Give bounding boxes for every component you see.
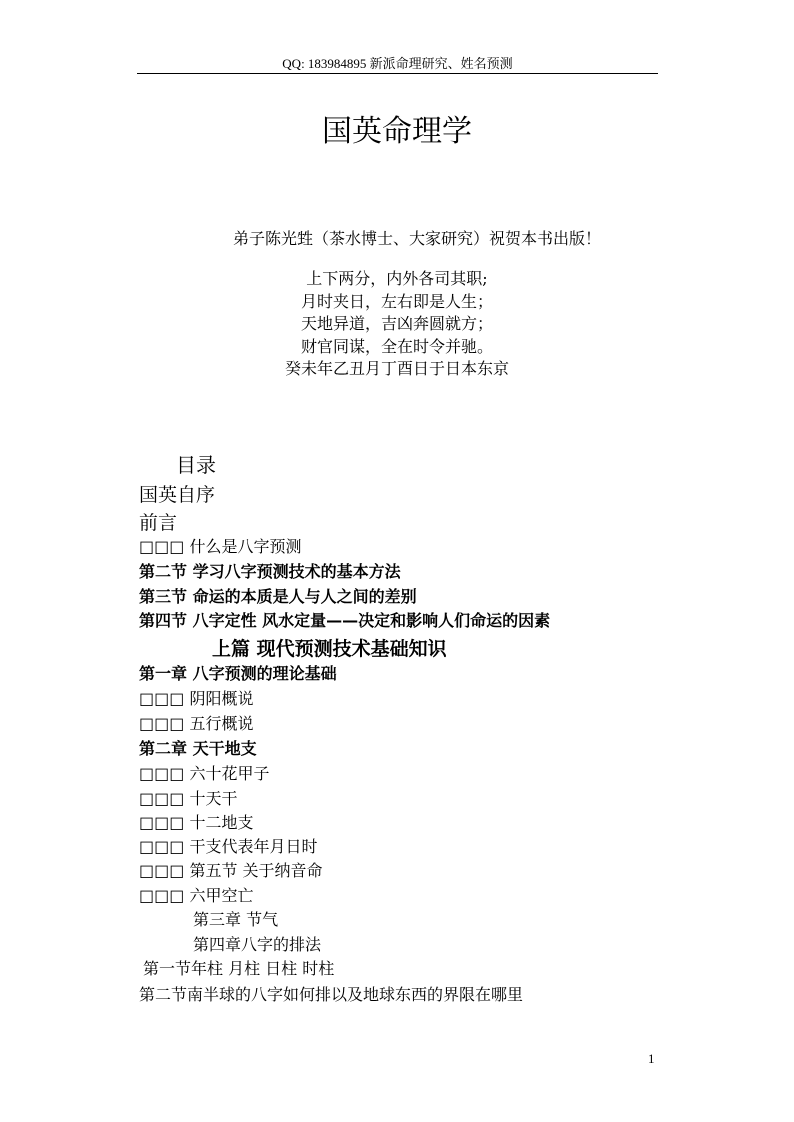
toc-entry: 第二节南半球的八字如何排以及地球东西的界限在哪里 [139, 985, 524, 1004]
poem-line: 上下两分，内外各司其职; [306, 269, 488, 288]
header-rule [137, 73, 658, 74]
toc-entry: 第三章 节气 [193, 910, 279, 929]
congratulation-line: 弟子陈光甡（茶水博士、大家研究）祝贺本书出版！ [233, 229, 602, 248]
toc-entry: □□□ 五行概说 [139, 714, 254, 733]
toc-entry: 国英自序 [139, 484, 216, 506]
toc-entry: □□□ 十天干 [139, 789, 238, 808]
poem-line: 月时夹日，左右即是人生； [300, 291, 493, 311]
toc-entry: □□□ 十二地支 [139, 813, 254, 832]
toc-entry: 前言 [139, 512, 178, 534]
toc-entry: 第四节 八字定性 风水定量——决定和影响人们命运的因素 [139, 611, 551, 630]
toc-entry: □□□ 六甲空亡 [139, 886, 254, 905]
toc-entry: □□□ 六十花甲子 [139, 764, 270, 783]
poem [0, 268, 794, 381]
toc-part-heading: 上篇 现代预测技术基础知识 [212, 638, 447, 660]
toc-entry: □□□ 阴阳概说 [139, 689, 254, 708]
toc-entry: □□□ 第五节 关于纳音命 [139, 861, 323, 880]
toc-heading: 目录 [176, 453, 216, 477]
toc-entry: 第二章 天干地支 [139, 739, 257, 758]
page-header: QQ: 183984895 新派命理研究、姓名预测 [282, 56, 513, 71]
toc-entry: □□□ 什么是八字预测 [139, 537, 302, 556]
book-title: 国英命理学 [322, 114, 472, 149]
toc-entry: □□□ 干支代表年月日时 [139, 837, 318, 856]
toc-entry: 第二节 学习八字预测技术的基本方法 [139, 562, 401, 581]
page-number: 1 [648, 1051, 655, 1066]
poem-signature: 癸未年乙丑月丁酉日于日本东京 [284, 359, 509, 378]
toc-entry: 第一章 八字预测的理论基础 [139, 664, 337, 683]
toc-entry: 第一节年柱 月柱 日柱 时柱 [143, 959, 335, 978]
toc-entry: 第三节 命运的本质是人与人之间的差别 [139, 587, 417, 606]
poem-line: 天地异道，吉凶奔圆就方； [300, 314, 493, 333]
poem-line: 财官同谋，全在时令并驰。 [300, 336, 493, 356]
toc-entry: 第四章八字的排法 [193, 935, 322, 954]
